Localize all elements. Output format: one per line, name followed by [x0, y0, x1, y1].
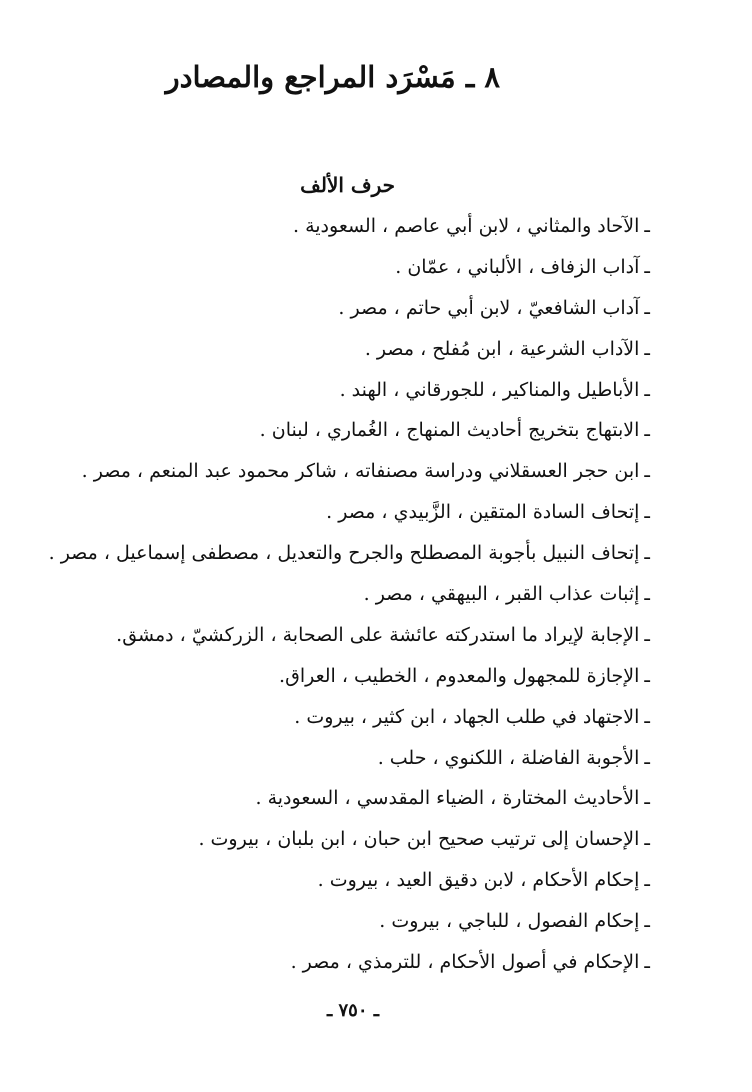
bibliography-entry — [10, 738, 650, 779]
entry-dash: ـ — [644, 623, 650, 646]
entry-text: إحكام الفصول ، للباجي ، بيروت . — [379, 910, 640, 933]
bibliography-entry — [10, 410, 650, 451]
bibliography-list — [10, 206, 650, 983]
bibliography-entry — [10, 860, 650, 901]
entry-dash: ـ — [644, 215, 650, 237]
entry-dash: ـ — [644, 378, 650, 401]
entry-dash: ـ — [644, 746, 650, 769]
bibliography-entry — [10, 492, 650, 533]
entry-text: إثبات عذاب القبر ، البيهقي ، مصر . — [363, 583, 640, 606]
entry-text: إتحاف النبيل بأجوبة المصطلح والجرح والتعديل ، مصطفى إسماعيل ، مصر . — [48, 542, 640, 565]
entry-text: آداب الشافعيّ ، لابن أبي حاتم ، مصر . — [338, 296, 640, 319]
entry-dash: ـ — [644, 664, 650, 687]
bibliography-entry — [10, 206, 650, 247]
entry-dash: ـ — [644, 296, 650, 319]
entry-text: إتحاف السادة المتقين ، الزَّبيدي ، مصر . — [326, 501, 640, 524]
entry-text: الإجازة للمجهول والمعدوم ، الخطيب ، العراق. — [279, 664, 640, 687]
section-heading: حرف الألف — [300, 173, 395, 197]
entry-dash: ـ — [644, 419, 650, 442]
bibliography-entry — [10, 697, 650, 738]
bibliography-entry — [10, 533, 650, 574]
entry-text: ابن حجر العسقلاني ودراسة مصنفاته ، شاكر محمود عبد المنعم ، مصر . — [81, 460, 640, 483]
entry-dash: ـ — [644, 337, 650, 360]
entry-dash: ـ — [644, 583, 650, 606]
entry-dash: ـ — [644, 869, 650, 892]
bibliography-entry — [10, 370, 650, 411]
bibliography-entry — [10, 574, 650, 615]
entry-text: الأباطيل والمناكير ، للجورقاني ، الهند . — [339, 378, 640, 401]
entry-text: الاجتهاد في طلب الجهاد ، ابن كثير ، بيروت . — [294, 705, 640, 728]
entry-text: الآداب الشرعية ، ابن مُفلح ، مصر . — [364, 337, 640, 360]
page-number: ـ ٧٥٠ ـ — [326, 1000, 380, 1021]
entry-dash: ـ — [644, 828, 650, 851]
bibliography-entry — [10, 288, 650, 329]
entry-text: إحكام الأحكام ، لابن دقيق العيد ، بيروت . — [317, 869, 640, 892]
entry-text: الأجوبة الفاضلة ، اللكنوي ، حلب . — [377, 746, 640, 769]
chapter-title: ٨ ـ مَسْرَد المراجع والمصادر — [165, 60, 500, 94]
entry-text: الابتهاج بتخريج أحاديث المنهاج ، الغُماري ، لبنان . — [259, 419, 640, 442]
entry-text: الإحكام في أصول الأحكام ، للترمذي ، مصر . — [290, 951, 640, 974]
bibliography-entry — [10, 901, 650, 942]
entry-dash: ـ — [644, 501, 650, 524]
entry-dash: ـ — [644, 951, 650, 974]
bibliography-entry — [10, 329, 650, 370]
bibliography-entry — [10, 656, 650, 697]
entry-dash: ـ — [644, 542, 650, 565]
bibliography-entry — [10, 451, 650, 492]
entry-dash: ـ — [644, 460, 650, 483]
bibliography-entry — [10, 819, 650, 860]
entry-dash: ـ — [644, 255, 650, 278]
bibliography-entry — [10, 942, 650, 983]
entry-text: الأحاديث المختارة ، الضياء المقدسي ، السعودية . — [255, 787, 640, 810]
entry-text: الإحسان إلى ترتيب صحيح ابن حبان ، ابن بلبان ، بيروت . — [198, 828, 640, 851]
entry-dash: ـ — [644, 787, 650, 810]
entry-text: آداب الزفاف ، الألباني ، عمّان . — [395, 255, 640, 278]
entry-dash: ـ — [644, 910, 650, 933]
bibliography-entry — [10, 615, 650, 656]
bibliography-entry — [10, 247, 650, 288]
entry-text: الإجابة لإيراد ما استدركته عائشة على الصحابة ، الزركشيّ ، دمشق. — [116, 623, 640, 646]
entry-text: الآحاد والمثاني ، لابن أبي عاصم ، السعودية . — [292, 215, 640, 237]
entry-dash: ـ — [644, 705, 650, 728]
bibliography-entry — [10, 778, 650, 819]
